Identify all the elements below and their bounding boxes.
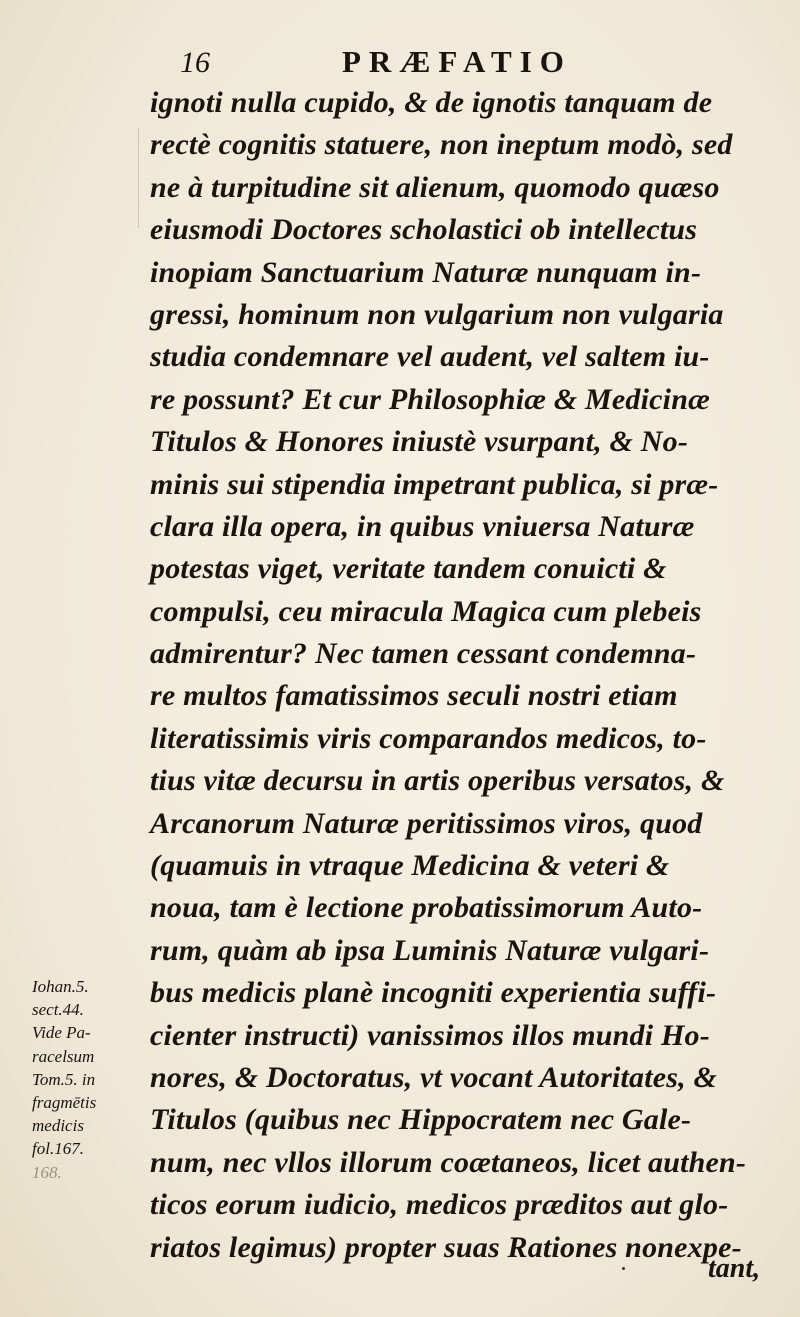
text-line: num, nec vllos illorum coætaneos, licet authen- <box>150 1145 747 1179</box>
page-header <box>0 42 800 86</box>
text-line: eiusmodi Doctores scholastici ob intellectus <box>150 213 698 247</box>
marginal-note-line: fragmētis <box>32 1092 97 1112</box>
text-line: admirentur? Nec tamen cessant condemna- <box>150 637 697 671</box>
catchword: tant, <box>708 1253 761 1284</box>
main-text-block <box>150 82 780 1269</box>
marginal-note-line: Iohan.5. <box>32 977 89 996</box>
text-line: potestas viget, veritate tandem conuicti & <box>150 552 667 586</box>
text-line: inopiam Sanctuarium Naturæ nunquam in- <box>150 255 702 289</box>
text-line: noua, tam è lectione probatissimorum Auto- <box>150 891 703 925</box>
text-line: Arcanorum Naturæ peritissimos viros, quod <box>150 806 703 840</box>
margin-rule <box>138 128 140 228</box>
text-line: Titulos (quibus nec Hippocratem nec Gale- <box>150 1103 692 1137</box>
text-line: ignoti nulla cupido, & de ignotis tanquam de <box>150 86 713 119</box>
marginal-note-line: Vide Pa- <box>32 1023 91 1043</box>
running-head: PRÆFATIO <box>342 44 572 79</box>
text-line: ne à turpitudine sit alienum, quomodo quæso <box>150 170 720 204</box>
text-line: (quamuis in vtraque Medicina & veteri & <box>150 849 670 883</box>
text-line: ticos eorum iudicio, medicos præditos aut glo- <box>150 1188 729 1222</box>
marginal-note-line: medicis <box>32 1116 84 1136</box>
text-line: cienter instructi) vanissimos illos mundi Ho- <box>150 1018 710 1052</box>
text-line: tius vitæ decursu in artis operibus versatos, & <box>150 764 725 798</box>
text-line: rum, quàm ab ipsa Luminis Naturæ vulgari- <box>150 933 710 967</box>
page-number: 16 <box>180 46 210 79</box>
marginal-note <box>32 975 127 1184</box>
text-line: literatissimis viris comparandos medicos, to- <box>150 721 707 755</box>
text-line: rectè cognitis statuere, non ineptum modò, sed <box>150 128 733 162</box>
text-line: minis sui stipendia impetrant publica, si præ- <box>150 467 719 501</box>
text-line: gressi, hominum non vulgarium non vulgaria <box>150 297 724 331</box>
text-line: studia condemnare vel audent, vel saltem iu- <box>150 340 710 374</box>
text-line: re possunt? Et cur Philosophiæ & Medicinæ <box>150 382 710 416</box>
text-line: clara illa opera, in quibus vniuersa Naturæ <box>150 509 695 543</box>
text-line: bus medicis planè incogniti experientia suffi- <box>150 976 717 1010</box>
marginal-note-line: fol.167. <box>32 1139 84 1159</box>
marginal-note-line: sect.44. <box>32 1000 84 1020</box>
text-line: compulsi, ceu miracula Magica cum plebeis <box>150 594 702 628</box>
text-line: nores, & Doctoratus, vt vocant Autoritates, & <box>150 1060 718 1094</box>
text-line: Titulos & Honores iniustè vsurpant, & No- <box>150 425 689 459</box>
ink-dot <box>622 1267 625 1270</box>
marginal-note-line: racelsum <box>32 1046 95 1066</box>
marginal-note-line: 168. <box>32 1162 62 1182</box>
marginal-note-line: Tom.5. in <box>32 1069 96 1089</box>
text-line: riatos legimus) propter suas Rationes nonexpe- <box>150 1230 742 1264</box>
text-line: re multos famatissimos seculi nostri etiam <box>150 679 678 713</box>
